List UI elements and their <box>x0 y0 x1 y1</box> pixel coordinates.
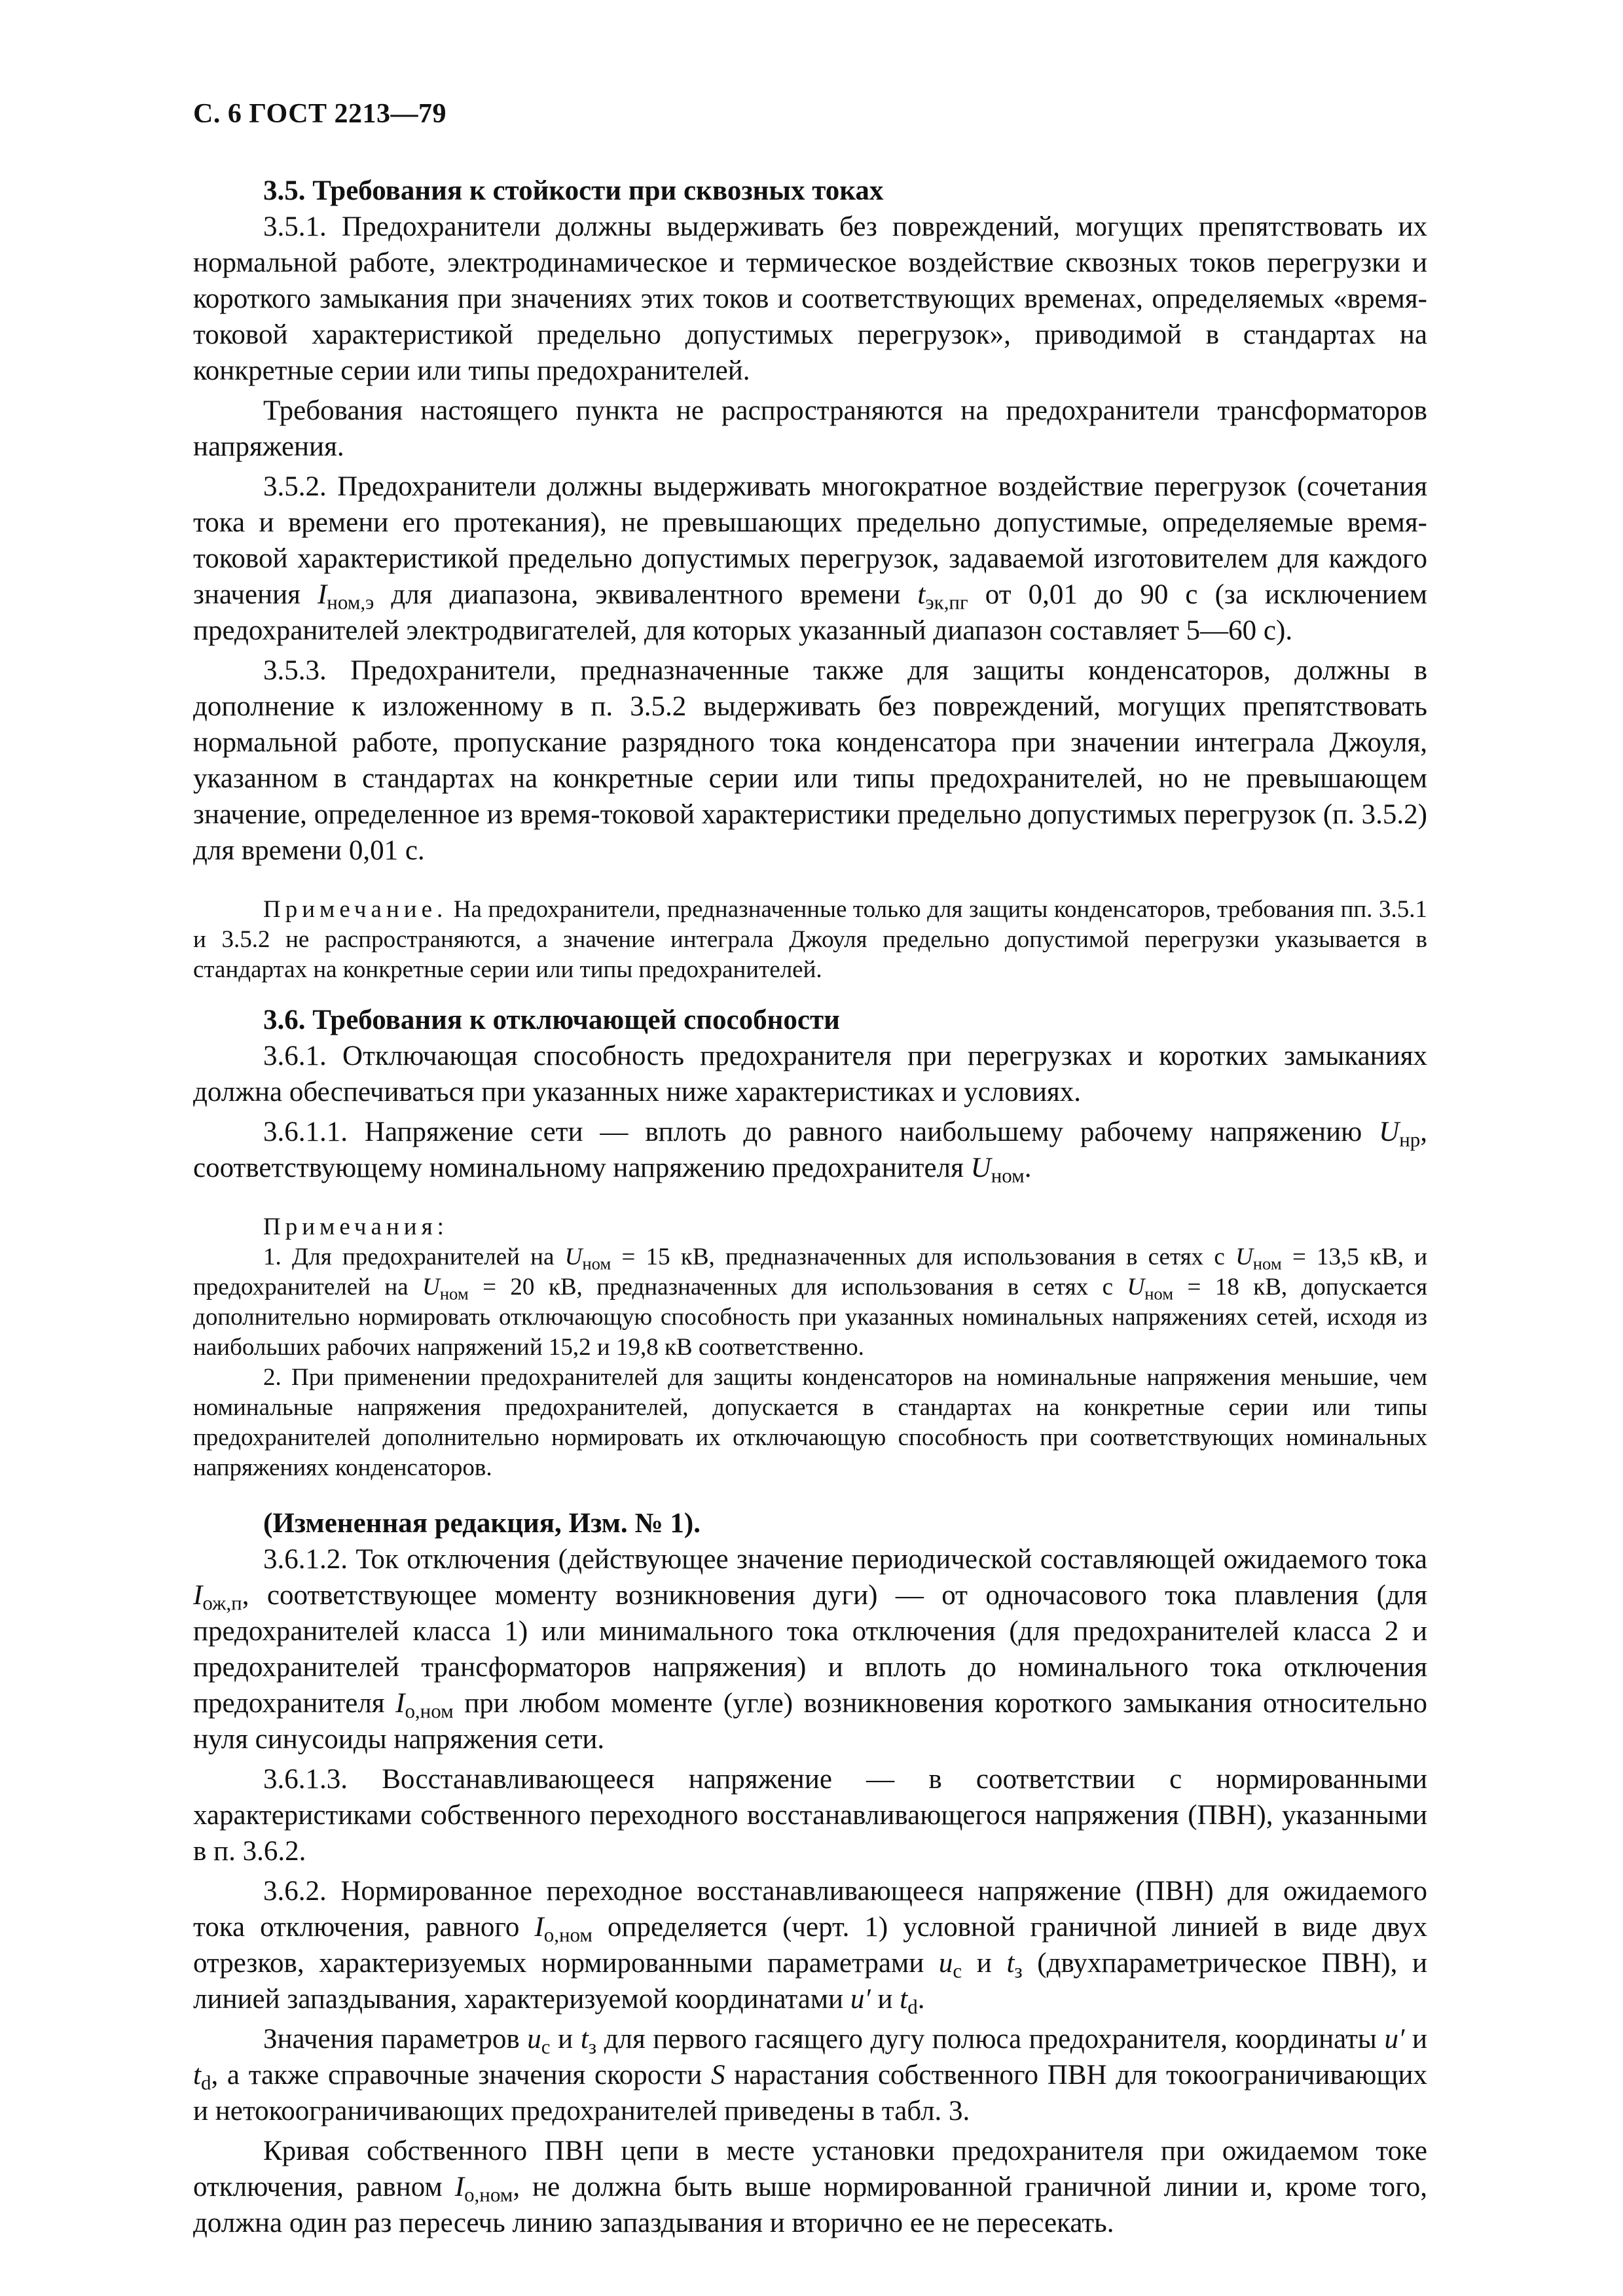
paragraph-3-6-1-1: 3.6.1.1. Напряжение сети — вплоть до равного наибольшему рабочему напряжению $U_{нр}$, соответствующему номинальному напряжению предохранителя $U_{ном}$. <box>193 1117 1427 1187</box>
notes-label: Примечания: <box>263 1213 448 1240</box>
paragraph-3-5-1-exception: Требования настоящего пункта не распространяются на предохранители трансформаторов напряжения. <box>193 395 1427 462</box>
section-heading-3-5: 3.5. Требования к стойкости при сквозных токах <box>263 175 884 206</box>
paragraph-3-5-2: 3.5.2. Предохранители должны выдерживать многократное воздействие перегрузок (сочетания тока и времени его протекания), не превышающих предельно допустимые, определяемые время-токовой характеристикой предельно допустимых перегрузок, задаваемой изготовителем для каждого значения $I_{ном,э}$ для диапазона, эквивалентного времени $t_{эк,пг}$ от 0,01 до 90 с (за исключением предохранителей электродвигателей, для которых указанный диапазон составляет 5—60 с). <box>193 471 1428 646</box>
paragraph-3-6-1-2: 3.6.1.2. Ток отключения (действующее значение периодической составляющей ожидаемого тока $I_{ож,п}$, соответствующее моменту возникновения дуги) — от одночасового тока плавления (для предохранителей класса 1) или минимального тока отключения (для предохранителей класса 2 и предохранителей трансформаторов напряжения) и вплоть до номинального тока отключения предохранителя $I_{о,ном}$ при любом моменте (угле) возникновения короткого замыкания относительно нуля синусоиды напряжения сети. <box>193 1544 1427 1755</box>
paragraph-3-6-2: 3.6.2. Нормированное переходное восстанавливающееся напряжение (ПВН) для ожидаемого тока отключения, равного $I_{о,ном}$ определяется (черт. 1) условной граничной линией в виде двух отрезков, характеризуемых нормированными параметрами $u_с$ и $t_з$ (двухпараметрическое ПВН), и линией запаздывания, характеризуемой координатами u′ и $t_d$. <box>193 1876 1428 2018</box>
amendment-note: (Измененная редакция, Изм. № 1). <box>263 1508 701 1539</box>
paragraph-3-6-1-3: 3.6.1.3. Восстанавливающееся напряжение — в соответствии с нормированными характеристиками собственного переходного восстанавливающегося напряжения (ПВН), указанными в п. 3.6.2. <box>193 1764 1427 1867</box>
paragraph-3-6-1: 3.6.1. Отключающая способность предохранителя при перегрузках и коротких замыканиях должна обеспечиваться при указанных ниже характеристиках и условиях. <box>193 1041 1427 1107</box>
note-2: 2. При применении предохранителей для защиты конденсаторов на номинальные напряжения меньшие, чем номинальные напряжения предохранителей, допускается в стандартах на конкретные серии или типы предохранителей дополнительно нормировать их отключающую способность при соответствующих номинальных напряжениях конденсаторов. <box>193 1364 1427 1481</box>
paragraph-3-5-3: 3.5.3. Предохранители, предназначенные также для защиты конденсаторов, должны в дополнение к изложенному в п. 3.5.2 выдерживать без повреждений, могущих препятствовать нормальной работе, пропускание разрядного тока конденсатора при значении интеграла Джоуля, указанном в стандартах на конкретные серии или типы предохранителей, но не превышающем значение, определенное из время-токовой характеристики предельно допустимых перегрузок (п. 3.5.2) для времени 0,01 с. <box>193 655 1427 866</box>
page-header: С. 6 ГОСТ 2213—79 <box>193 99 447 129</box>
note-3-5: Примечание. На предохранители, предназначенные только для защиты конденсаторов, требования пп. 3.5.1 и 3.5.2 не распространяются, а значение интеграла Джоуля предельно допустимой перегрузки указывается в стандартах на конкретные серии или типы предохранителей. <box>193 896 1427 983</box>
paragraph-3-5-1: 3.5.1. Предохранители должны выдерживать без повреждений, могущих препятствовать их нормальной работе, электродинамическое и термическое воздействие сквозных токов перегрузки и короткого замыкания при значениях этих токов и соответствующих временах, определяемых «время-токовой характеристикой предельно допустимых перегрузок», приводимой в стандартах на конкретные серии или типы предохранителей. <box>193 211 1427 386</box>
document-page <box>193 98 1427 2241</box>
paragraph-parameter-values: Значения параметров $u_с$ и $t_з$ для первого гасящего дугу полюса предохранителя, координаты u′ и $t_d$, а также справочные значения скорости S нарастания собственного ПВН для токоограничивающих и нетокоограничивающих предохранителей приведены в табл. 3. <box>193 2024 1428 2126</box>
section-heading-3-6: 3.6. Требования к отключающей способности <box>263 1005 840 1035</box>
paragraph-curve: Кривая собственного ПВН цепи в месте установки предохранителя при ожидаемом токе отключения, равном $I_{о,ном}$, не должна быть выше нормированной граничной линии и, кроме того, должна один раз пересечь линию запаздывания и вторично ее не пересекать. <box>193 2136 1427 2238</box>
note-1: 1. Для предохранителей на $U_{ном} = 15$ кВ, предназначенных для использования в сетях с $U_{ном} = 13,5$ кВ, и предохранителей на $U_{ном} = 20$ кВ, предназначенных для использования в сетях с $U_{ном} = 18$ кВ, допускается дополнительно нормировать отключающую способность при указанных номинальных напряжениях сетей, исходя из наибольших рабочих напряжений 15,2 и 19,8 кВ соответственно. <box>193 1244 1427 1361</box>
